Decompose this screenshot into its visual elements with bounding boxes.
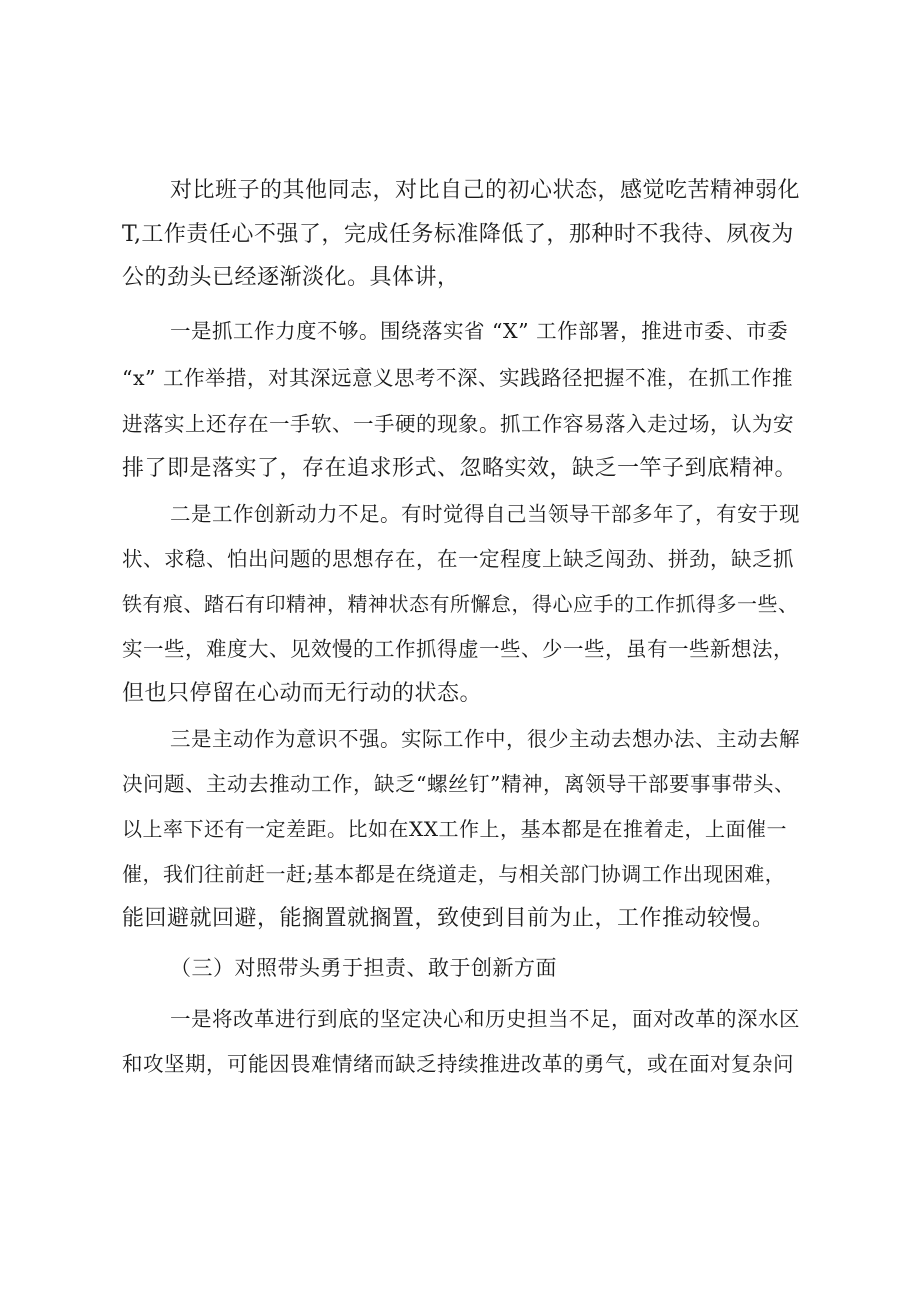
- point-two-line-5: 但也只停留在心动而无行动的状态。: [122, 681, 483, 706]
- point-one-line-1: 一是抓工作力度不够。围绕落实省 “X” 工作部署，推进市委、市委: [170, 319, 789, 343]
- point-one-line-4: 排了即是落实了，存在追求形式、忽略实效，缺乏一竿子到底精神。: [122, 456, 798, 481]
- point-three-line-5: 能回避就回避，能搁置就搁置，致使到目前为止，工作推动较慢。: [122, 906, 775, 931]
- point-two-line-1: 二是工作创新动力不足。有时觉得自己当领导干部多年了，有安于现: [170, 502, 800, 526]
- point-three-line-2: 决问题、主动去推动工作，缺乏“螺丝钉”精神，离领导干部要事事带头、: [122, 772, 795, 796]
- point-three-line-1: 三是主动作为意识不强。实际工作中，很少主动去想办法、主动去解: [170, 727, 800, 751]
- point-three-line-4: 催，我们往前赶一赶;基本都是在绕道走，与相关部门协调工作出现困难，: [122, 862, 786, 886]
- section-heading: （三）对照带头勇于担责、敢于创新方面: [170, 956, 557, 980]
- point-one-line-2: “x” 工作举措，对其深远意义思考不深、实践路径把握不准，在抓工作推: [122, 366, 794, 390]
- point-one-line-3: 进落实上还存在一手软、一手硬的现象。抓工作容易落入走过场，认为安: [122, 412, 794, 436]
- section-para-line-2: 和攻坚期，可能因畏难情绪而缺乏持续推进改革的勇气，或在面对复杂问: [122, 1052, 794, 1076]
- point-two-line-4: 实一些，难度大、见效慢的工作抓得虚一些、少一些，虽有一些新想法，: [122, 637, 794, 661]
- point-three-line-3: 以上率下还有一定差距。比如在XX工作上，基本都是在推着走，上面催一: [122, 817, 787, 841]
- point-two-line-3: 铁有痕、踏石有印精神，精神状态有所懈怠，得心应手的工作抓得多一些、: [122, 592, 799, 616]
- section-para-line-1: 一是将改革进行到底的坚定决心和历史担当不足，面对改革的深水区: [170, 1007, 800, 1031]
- point-two-line-2: 状、求稳、怕出问题的思想存在，在一定程度上缺乏闯劲、拼劲，缺乏抓: [122, 547, 794, 571]
- intro-line-2: T,工作责任心不强了，完成任务标准降低了，那种时不我待、夙夜为: [122, 222, 794, 247]
- intro-line-1: 对比班子的其他同志，对比自己的初心状态，感觉吃苦精神弱化: [170, 178, 801, 203]
- intro-line-3: 公的劲头已经逐渐淡化。具体讲，: [122, 265, 460, 290]
